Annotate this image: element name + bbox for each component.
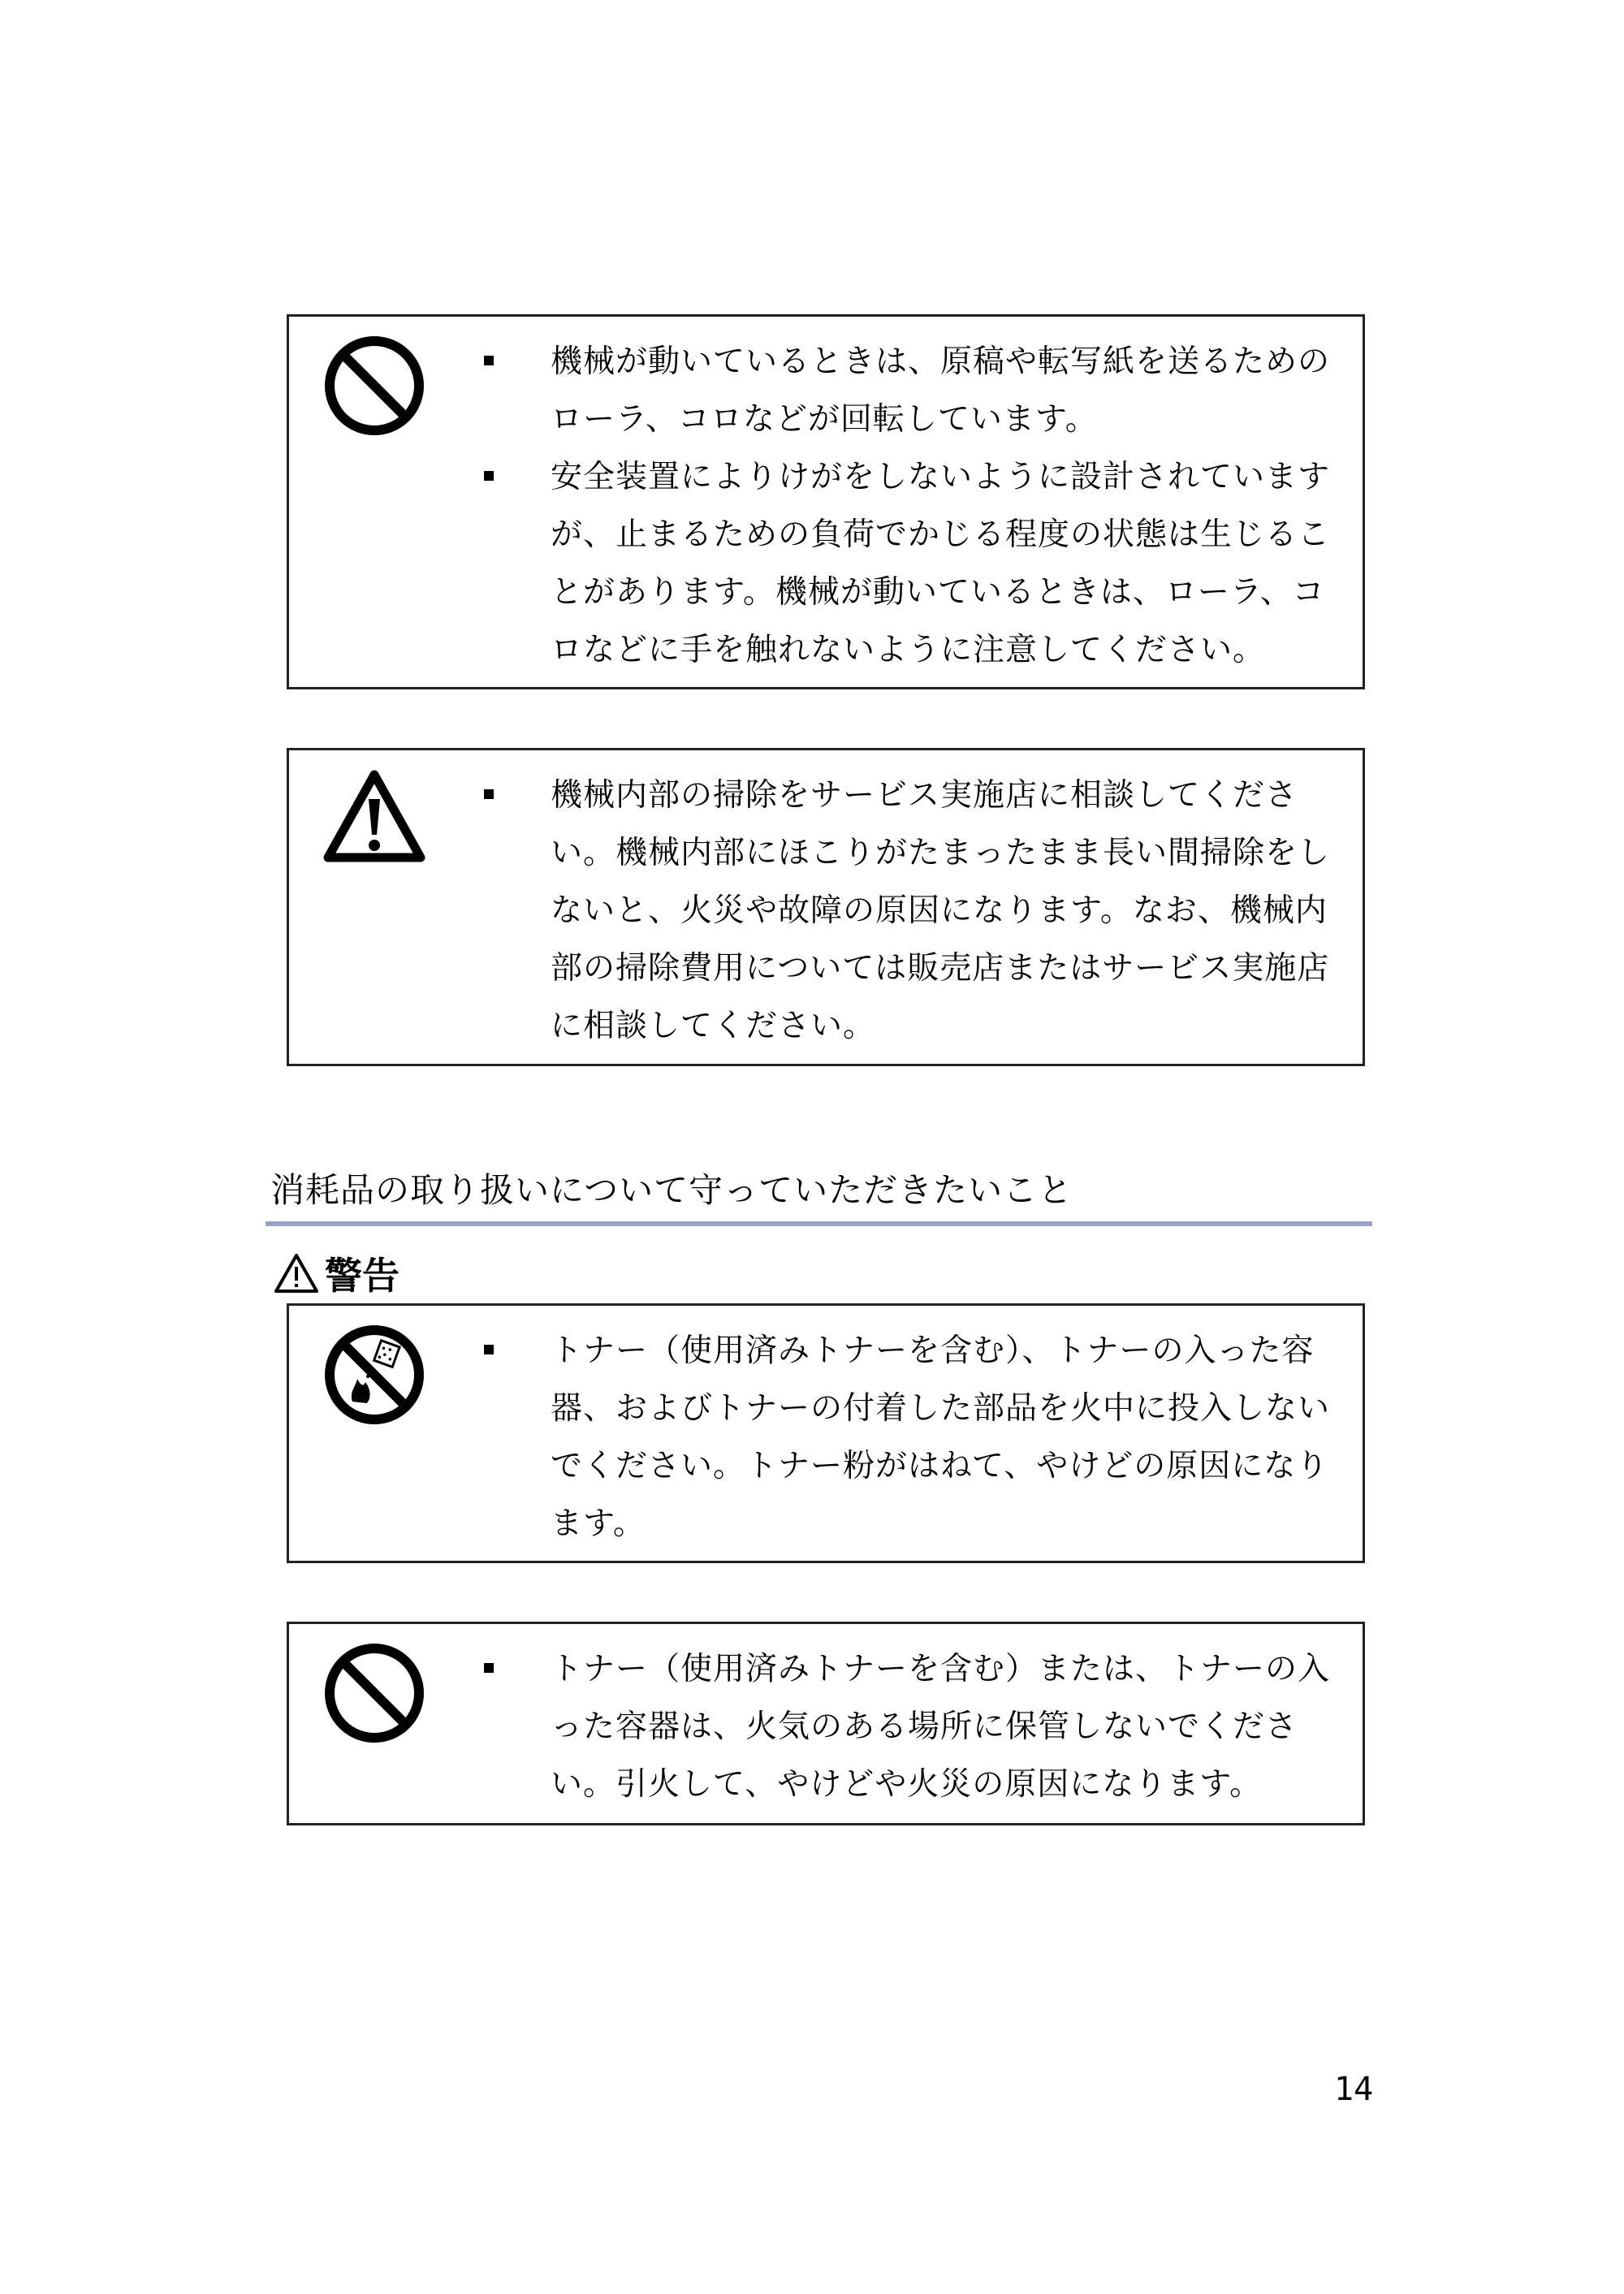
notice-list: [484, 767, 1341, 1055]
section-heading: 消耗品の取り扱いについて守っていただきたいこと: [270, 1170, 1073, 1210]
bullet-icon: [484, 1345, 494, 1354]
bullet-icon: [484, 356, 494, 365]
bullet-icon: [484, 471, 494, 481]
notice-box-toner-storage: [287, 1622, 1365, 1825]
warning-triangle-icon: [273, 1252, 320, 1294]
list-item: 機械内部の掃除をサービス実施店に相談してください。機械内部にほこりがたまったまま長い間掃除をしないと、火災や故障の原因になります。なお、機械内部の掃除費用については販売店またはサービス実施店に相談してください。: [484, 767, 1341, 1055]
section-divider: [266, 1221, 1372, 1226]
page-number: 14: [1334, 2071, 1374, 2108]
bullet-icon: [484, 789, 494, 799]
prohibition-icon: [322, 333, 427, 438]
list-item: 機械が動いているときは、原稿や転写紙を送るためのローラ、コロなどが回転しています。: [484, 333, 1341, 448]
warning-label-text: 警告: [325, 1254, 400, 1298]
notice-list: [484, 333, 1341, 679]
notice-box-rollers: [287, 314, 1365, 689]
notice-list: [484, 1322, 1341, 1553]
notice-box-cleaning: [287, 748, 1365, 1066]
list-item: トナー（使用済みトナーを含む）または、トナーの入った容器は、火気のある場所に保管しないでください。引火して、やけどや火災の原因になります。: [484, 1640, 1341, 1813]
no-fire-disposal-icon: [322, 1322, 427, 1428]
caution-icon: [322, 767, 427, 872]
notice-box-toner-fire: [287, 1303, 1365, 1563]
bullet-icon: [484, 1663, 494, 1673]
warning-label: [273, 1249, 400, 1298]
list-item: トナー（使用済みトナーを含む）、トナーの入った容器、およびトナーの付着した部品を火中に投入しないでください。トナー粉がはねて、やけどの原因になります。: [484, 1322, 1341, 1553]
prohibition-icon: [322, 1640, 427, 1746]
notice-list: [484, 1640, 1341, 1813]
list-item: 安全装置によりけがをしないように設計されていますが、止まるための負荷でかじる程度の状態は生じることがあります。機械が動いているときは、ローラ、コロなどに手を触れないように注意してください。: [484, 448, 1341, 679]
